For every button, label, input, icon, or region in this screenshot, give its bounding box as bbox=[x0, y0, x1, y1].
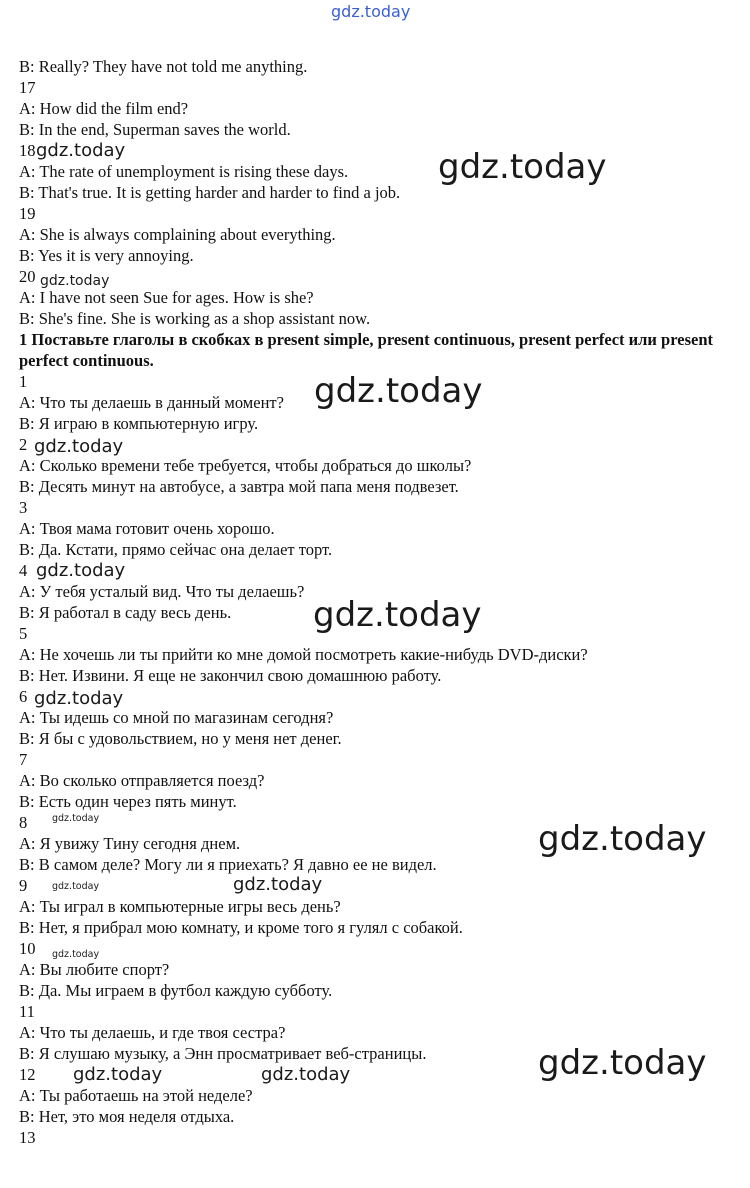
text-line: B: Нет, это моя неделя отдыха. bbox=[19, 1107, 235, 1126]
item-number: 11 bbox=[19, 1002, 35, 1021]
item-number: 17 bbox=[19, 78, 36, 97]
item-number: 4 bbox=[19, 561, 28, 580]
watermark: gdz.today bbox=[538, 1043, 707, 1083]
text-line: B: Есть один через пять минут. bbox=[19, 792, 237, 811]
item-number: 8 bbox=[19, 813, 28, 832]
item-number: 18 bbox=[19, 141, 36, 160]
text-line: B: Да. Мы играем в футбол каждую субботу. bbox=[19, 981, 333, 1000]
watermark: gdz.today bbox=[52, 881, 100, 892]
text-line: A: She is always complaining about everything. bbox=[19, 225, 336, 244]
watermark: gdz.today bbox=[314, 371, 483, 411]
item-number: 5 bbox=[19, 624, 28, 643]
item-number: 9 bbox=[19, 876, 28, 895]
text-line: A: How did the film end? bbox=[19, 99, 189, 118]
text-line: A: Ты играл в компьютерные игры весь день? bbox=[19, 897, 341, 916]
text-line: A: Вы любите спорт? bbox=[19, 960, 170, 979]
item-number: 2 bbox=[19, 435, 28, 454]
text-line: B: Yes it is very annoying. bbox=[19, 246, 194, 265]
item-number: 10 bbox=[19, 939, 36, 958]
watermark: gdz.today bbox=[52, 949, 100, 960]
text-line: A: The rate of unemployment is rising these days. bbox=[19, 162, 349, 181]
text-line: B: In the end, Superman saves the world. bbox=[19, 120, 291, 139]
watermark: gdz.today bbox=[538, 819, 707, 859]
watermark: gdz.today bbox=[36, 140, 126, 161]
item-number: 7 bbox=[19, 750, 28, 769]
watermark: gdz.today bbox=[52, 813, 100, 824]
item-number: 12 bbox=[19, 1065, 36, 1084]
text-line: A: Во сколько отправляется поезд? bbox=[19, 771, 265, 790]
text-line: B: Я бы с удовольствием, но у меня нет денег. bbox=[19, 729, 342, 748]
watermark: gdz.today bbox=[313, 595, 482, 635]
text-line: B: She's fine. She is working as a shop assistant now. bbox=[19, 309, 371, 328]
watermark: gdz.today bbox=[40, 273, 110, 289]
text-line: B: That's true. It is getting harder and harder to find a job. bbox=[19, 183, 401, 202]
text-line: B: Нет, я прибрал мою комнату, и кроме того я гулял с собакой. bbox=[19, 918, 463, 937]
text-line: A: Я увижу Тину сегодня днем. bbox=[19, 834, 241, 853]
text-line: A: Ты идешь со мной по магазинам сегодня? bbox=[19, 708, 334, 727]
text-line: A: Ты работаешь на этой неделе? bbox=[19, 1086, 253, 1105]
watermark: gdz.today bbox=[73, 1064, 163, 1085]
text-line: A: У тебя усталый вид. Что ты делаешь? bbox=[19, 582, 305, 601]
text-line: A: Что ты делаешь, и где твоя сестра? bbox=[19, 1023, 286, 1042]
header-watermark: gdz.today bbox=[331, 2, 411, 21]
item-number: 3 bbox=[19, 498, 28, 517]
watermark: gdz.today bbox=[261, 1064, 351, 1085]
watermark: gdz.today bbox=[233, 874, 323, 895]
text-line: A: Не хочешь ли ты прийти ко мне домой посмотреть какие-нибудь DVD-диски? bbox=[19, 645, 588, 664]
item-number: 6 bbox=[19, 687, 28, 706]
watermark: gdz.today bbox=[36, 560, 126, 581]
item-number: 1 bbox=[19, 372, 28, 391]
text-line: B: Really? They have not told me anything. bbox=[19, 57, 308, 76]
exercise-heading: 1 Поставьте глаголы в скобках в present simple, present continuous, present perfect или present perfect continuous. bbox=[19, 330, 713, 370]
item-number: 19 bbox=[19, 204, 36, 223]
text-line: B: Да. Кстати, прямо сейчас она делает торт. bbox=[19, 540, 333, 559]
text-line: B: Я слушаю музыку, а Энн просматривает веб-страницы. bbox=[19, 1044, 427, 1063]
text-line: A: I have not seen Sue for ages. How is she? bbox=[19, 288, 314, 307]
text-line: B: В самом деле? Могу ли я приехать? Я давно ее не видел. bbox=[19, 855, 437, 874]
item-number: 20 bbox=[19, 267, 36, 286]
watermark: gdz.today bbox=[34, 436, 124, 457]
text-line: B: Я работал в саду весь день. bbox=[19, 603, 232, 622]
watermark: gdz.today bbox=[438, 147, 607, 187]
item-number: 13 bbox=[19, 1128, 36, 1147]
text-line: A: Сколько времени тебе требуется, чтобы добраться до школы? bbox=[19, 456, 472, 475]
text-line: B: Я играю в компьютерную игру. bbox=[19, 414, 259, 433]
text-line: B: Нет. Извини. Я еще не закончил свою домашнюю работу. bbox=[19, 666, 442, 685]
text-line: A: Твоя мама готовит очень хорошо. bbox=[19, 519, 275, 538]
watermark: gdz.today bbox=[34, 688, 124, 709]
text-line: A: Что ты делаешь в данный момент? bbox=[19, 393, 284, 412]
text-line: B: Десять минут на автобусе, а завтра мой папа меня подвезет. bbox=[19, 477, 459, 496]
